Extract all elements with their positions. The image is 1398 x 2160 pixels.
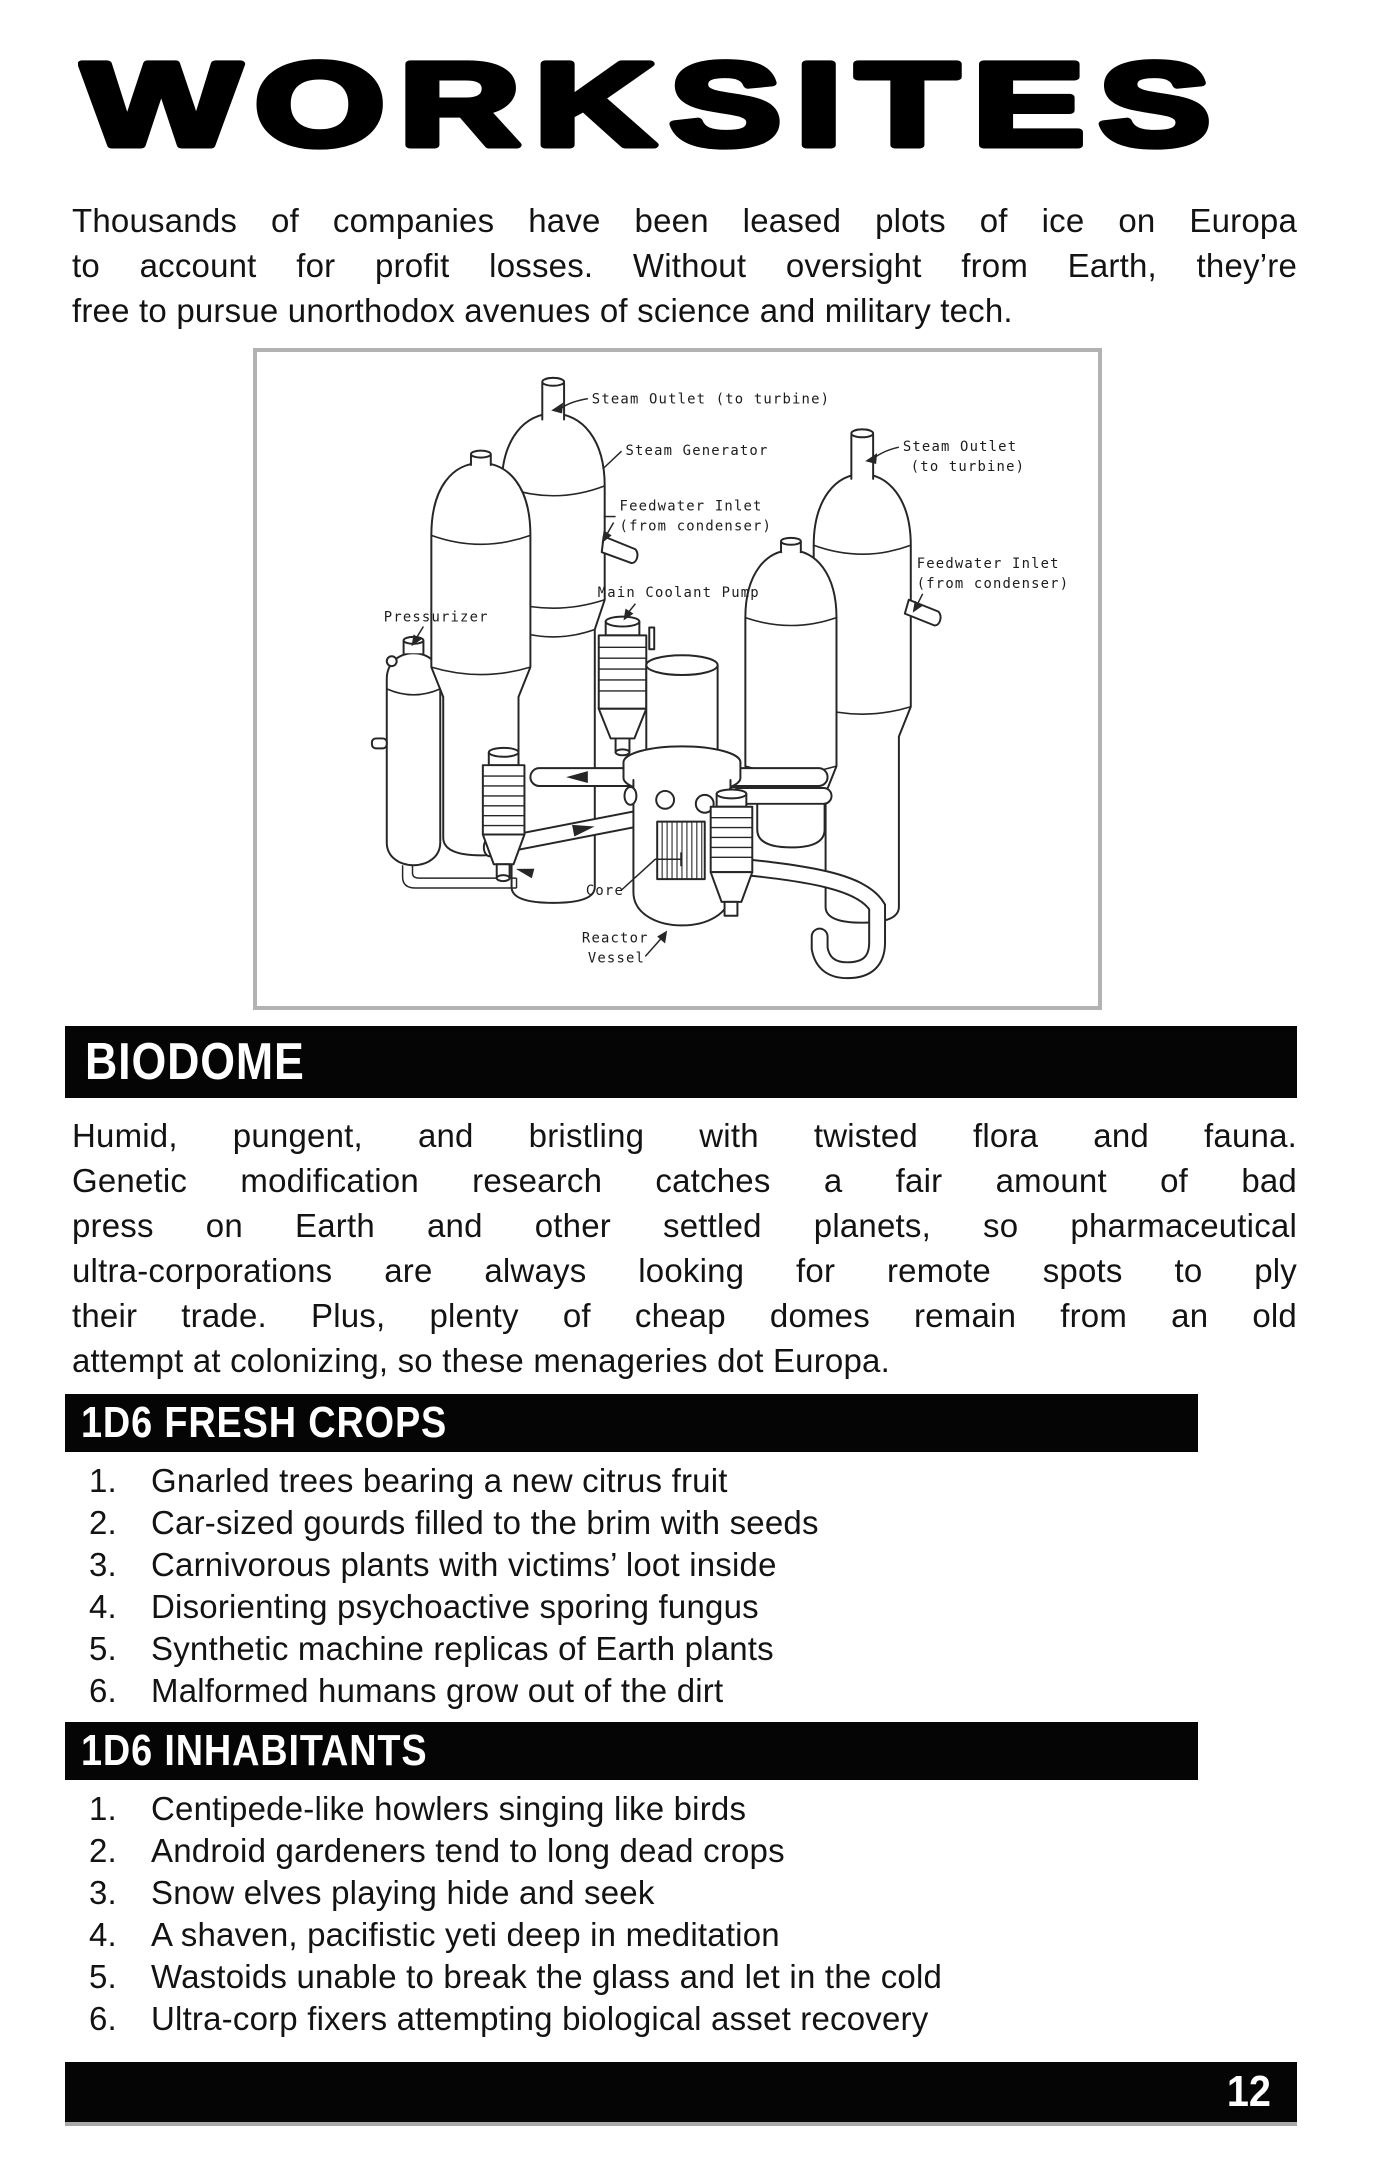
label-steam-outlet-right-1: Steam Outlet [902,439,1018,456]
reactor-diagram [257,352,1098,1006]
text-line: Genetic modification research catches a fair amount of bad [72,1162,1297,1199]
list-item-text: Centipede-like howlers singing like birds [151,1790,747,1827]
list-item-number: 5. [89,1958,117,1995]
list-item [65,1670,1297,1712]
label-reactor-vessel-1: Reactor [581,930,649,947]
biodome-header-label: BIODOME [85,1033,305,1091]
text-line: Thousands of companies have been leased plots of ice on Europa [72,202,1297,239]
list-item-text: Malformed humans grow out of the dirt [151,1672,724,1709]
list-item-text: Wastoids unable to break the glass and let in the cold [151,1958,943,1995]
list-item [65,1460,1297,1502]
list-item [65,1502,1297,1544]
list-item-number: 6. [89,2000,117,2037]
list-item-text: Gnarled trees bearing a new citrus fruit [151,1462,728,1499]
list-item [65,1872,1297,1914]
list-item-number: 1. [89,1462,117,1499]
list-item [65,1998,1297,2040]
fresh-crops-header-bar [65,1394,1198,1452]
list-item [65,1956,1297,1998]
list-item-number: 4. [89,1916,117,1953]
biodome-header-bar [65,1026,1297,1098]
list-item-number: 6. [89,1672,117,1709]
label-steam-outlet-left: Steam Outlet (to turbine) [591,391,831,408]
feedwater-stub-left [602,536,638,563]
label-reactor-vessel-2: Vessel [587,950,646,967]
text-line: free to pursue unorthodox avenues of science and military tech. [72,292,1013,329]
page-number: 12 [1226,2067,1271,2116]
list-item-text: Carnivorous plants with victims’ loot inside [151,1546,777,1583]
list-item-number: 2. [89,1832,117,1869]
label-steam-outlet-right-2: (to turbine) [910,458,1026,475]
inhabitants-list [65,1788,1297,2040]
list-item-text: Synthetic machine replicas of Earth plants [151,1630,774,1667]
label-feedwater-left-1: Feedwater Inlet [619,498,763,515]
intro-paragraph [72,198,1297,333]
list-item-text: Car-sized gourds filled to the brim with seeds [151,1504,819,1541]
list-item-text: Snow elves playing hide and seek [151,1874,655,1911]
footer-bar [65,2062,1297,2122]
page-title [78,48,1328,158]
label-core: Core [585,882,625,899]
label-pressurizer: Pressurizer [383,609,489,626]
list-item-number: 3. [89,1546,117,1583]
list-item-number: 5. [89,1630,117,1667]
list-item-text: Ultra-corp fixers attempting biological asset recovery [151,2000,929,2037]
biodome-paragraph [72,1113,1297,1383]
list-item [65,1628,1297,1670]
text-line: their trade. Plus, plenty of cheap domes remain from an old [72,1297,1297,1334]
list-item [65,1586,1297,1628]
list-item-text: A shaven, pacifistic yeti deep in meditation [151,1916,780,1953]
list-item-number: 4. [89,1588,117,1625]
reactor-core [657,822,705,879]
label-main-coolant-pump: Main Coolant Pump [597,584,760,601]
pressurizer-vessel [372,637,440,865]
list-item [65,1914,1297,1956]
list-item-text: Disorienting psychoactive sporing fungus [151,1588,759,1625]
title-text: WORKSITES [82,48,1225,158]
text-line: press on Earth and other settled planets, so pharmaceutical [72,1207,1297,1244]
label-feedwater-right-2: (from condenser) [916,575,1070,592]
list-item [65,1830,1297,1872]
text-line: ultra-corporations are always looking for remote spots to ply [72,1252,1297,1289]
list-item [65,1544,1297,1586]
inhabitants-header-label: 1D6 INHABITANTS [81,1726,428,1775]
label-feedwater-right-1: Feedwater Inlet [916,556,1060,573]
text-line: attempt at colonizing, so these menageries dot Europa. [72,1342,890,1379]
text-line: to account for profit losses. Without oversight from Earth, they’re [72,247,1297,284]
reactor-figure-frame [253,348,1102,1010]
list-item-text: Android gardeners tend to long dead crops [151,1832,785,1869]
list-item-number: 1. [89,1790,117,1827]
title-graphic [78,48,1328,158]
list-item [65,1788,1297,1830]
fresh-crops-header-label: 1D6 FRESH CROPS [81,1398,448,1447]
inhabitants-header-bar [65,1722,1198,1780]
label-steam-generator: Steam Generator [625,443,769,460]
list-item-number: 3. [89,1874,117,1911]
label-feedwater-left-2: (from condenser) [619,518,773,535]
list-item-number: 2. [89,1504,117,1541]
text-line: Humid, pungent, and bristling with twisted flora and fauna. [72,1117,1297,1154]
fresh-crops-list [65,1460,1297,1712]
